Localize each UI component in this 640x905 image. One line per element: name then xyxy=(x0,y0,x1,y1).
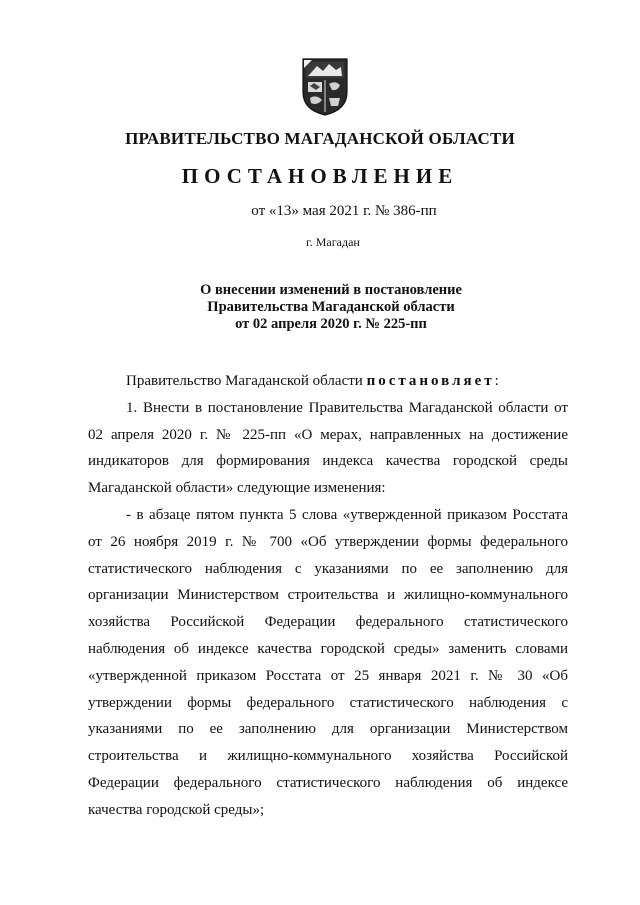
item-1-paragraph: 1. Внести в постановление Правительства Магаданской области от 02 апреля 2020 г. № 225-пп «О мерах, направленных на достижение индикаторов для формирования индекса качества городской среды Магаданской области» следующие изменения: xyxy=(88,399,568,497)
item-1-subparagraph: - в абзаце пятом пункта 5 слова «утвержденной приказом Росстата от 26 ноября 2019 г. № 700 «Об утверждении формы федерального статистического наблюдения с указаниями по ее заполнению для организации Министерством строительства и жилищно-коммунального хозяйства Российской Федерации федерального статистического наблюдения об индексе качества городской среды» заменить словами «утвержденной приказом Росстата от 25 января 2021 г. № 30 «Об утверждении формы федерального статистического наблюдения с указаниями по ее заполнению для организации Министерством строительства и жилищно-коммунального хозяйства Российской Федерации федерального статистического наблюдения об индексе качества городской среды»; xyxy=(88,506,568,818)
subject-line: Правительства Магаданской области xyxy=(207,299,455,315)
coat-of-arms-icon xyxy=(302,58,348,116)
document-subject xyxy=(0,282,640,333)
intro-text: Правительство Магаданской области xyxy=(126,373,367,389)
document-city: г. Магадан xyxy=(306,235,360,249)
document-body xyxy=(88,368,568,824)
subject-line: от 02 апреля 2020 г. № 225-пп xyxy=(235,316,427,332)
intro-paragraph xyxy=(88,368,568,395)
document-type: ПОСТАНОВЛЕНИЕ xyxy=(181,164,459,188)
government-title: ПРАВИТЕЛЬСТВО МАГАДАНСКОЙ ОБЛАСТИ xyxy=(125,129,515,148)
resolves-word: постановляет xyxy=(366,373,495,389)
document-date-number: от «13» мая 2021 г. № 386-пп xyxy=(251,203,437,219)
intro-colon: : xyxy=(494,373,499,389)
subject-line: О внесении изменений в постановление xyxy=(200,282,462,298)
